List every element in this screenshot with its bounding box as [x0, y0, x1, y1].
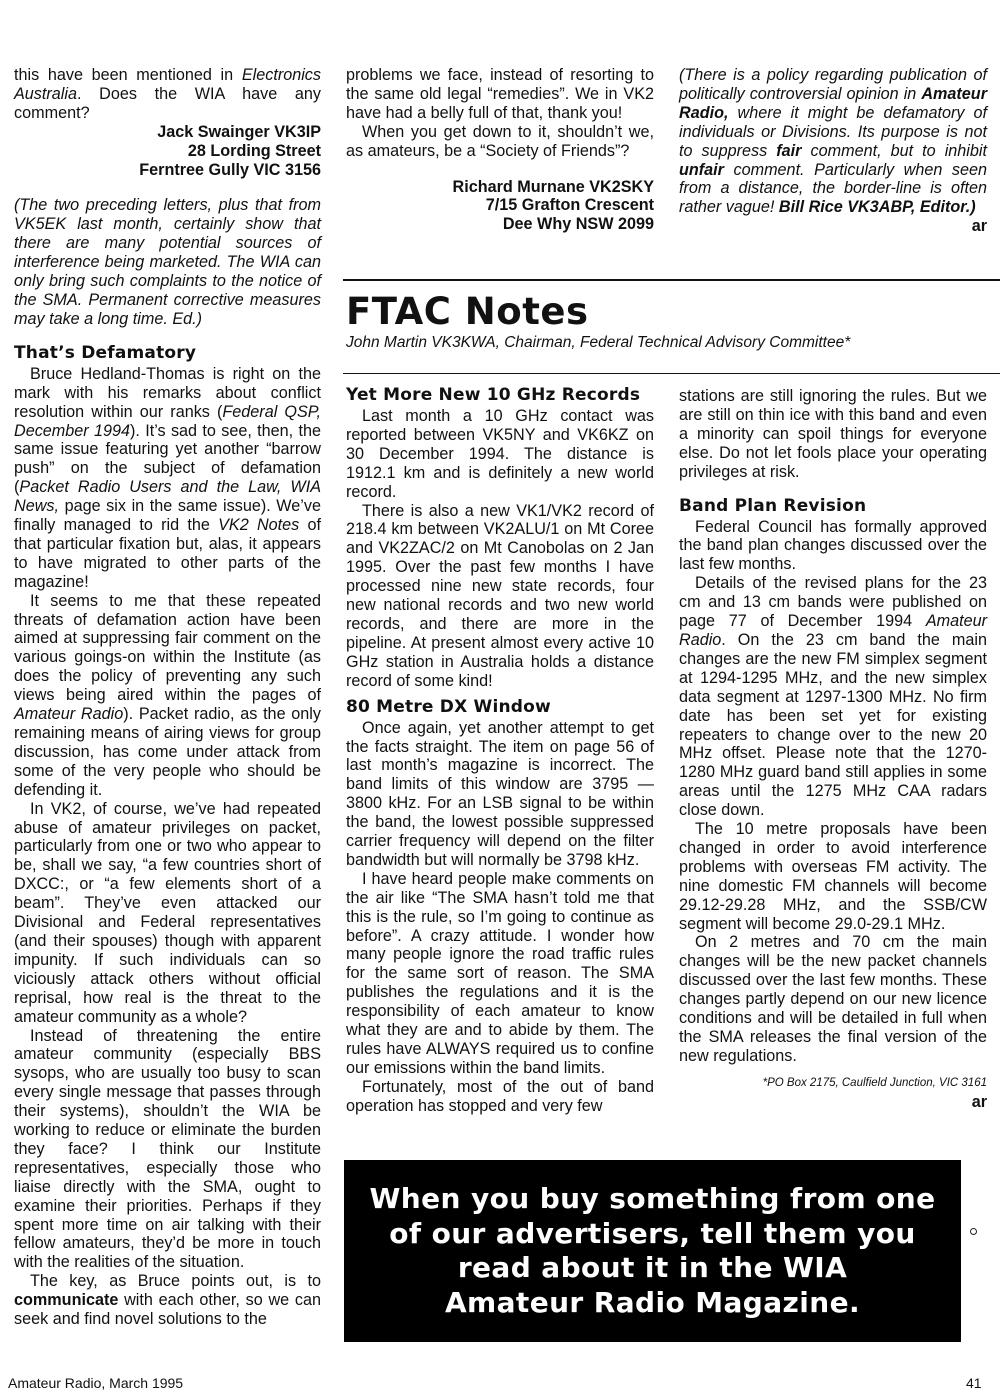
paragraph: In VK2, of course, we’ve had repeated abuse of amateur privileges on packet, particularly from one or two who appear to be, shall we say, “a few countries short of DXCC:, or “a few elements short of a beam”. They’ve even attacked our Divisional and Federal representatives (and their spouses) though with apparent impunity. If such individuals can so viciously attack others without official reprisal, how real is the threat to the amateur community as a whole?: [14, 799, 321, 1026]
end-mark-ar: ar: [971, 1092, 987, 1111]
section-rule-bottom: [343, 373, 1000, 374]
paragraph: I have heard people make comments on the air like “The SMA hasn’t told me that this is the rule, so I’m going to continue as before”. A crazy attitude. I wonder how many people ignore the road traffic rules for the same sort of reason. The SMA publishes the regulations and it is the responsibility of each amateur to know what they are and to abide by them. The rules have ALWAYS required us to confine our emissions within the band limits.: [346, 869, 654, 1077]
heading-band-plan-revision: Band Plan Revision: [679, 495, 867, 516]
paragraph: Bruce Hedland-Thomas is right on the mark with his remarks about conflict resolution within our ranks (Federal QSP, December 1994). It’s sad to see, then, the same issue featuring yet another “barrow push” on the subject of defamation (Packet Radio Users and the Law, WIA News, page six in the same issue). We’ve finally managed to rid the VK2 Notes of that particular fixation but, alas, it appears to have migrated to other parts of the magazine!: [14, 364, 321, 591]
section-byline: John Martin VK3KWA, Chairman, Federal Technical Advisory Committee*: [346, 334, 851, 351]
paragraph: On 2 metres and 70 cm the main changes will be the new packet channels discussed over the last few months. These changes partly depend on our new licence conditions and will be detailed in full when the SMA releases the final version of the new regulations.: [679, 933, 987, 1065]
letter-continuation: this have been mentioned in Electronics Australia. Does the WIA have any comment?: [14, 66, 321, 122]
end-mark-ar: ar: [971, 217, 987, 236]
editor-policy-note: (There is a policy regarding publication of politically controversial opinion in Amateur Radio, where it might be defamatory of individuals or Divisions. Its purpose is not to suppress fair comment, but to inhibit unfair comment. Particularly when seen from a distance, the border-line is often rather vague! Bill Rice VK3ABP, Editor.): [679, 66, 987, 217]
advertiser-notice: When you buy something from one of our advertisers, tell them you read about it in the WIA Amateur Radio Magazine.: [344, 1160, 961, 1342]
editor-note: (The two preceding letters, plus that from VK5EK last month, certainly show that there are many potential sources of interference being marketed. The WIA can only bring such complaints to the notice of the SMA. Permanent corrective measures may take a long time. Ed.): [14, 196, 321, 328]
column-1: [14, 66, 321, 1329]
paragraph: Details of the revised plans for the 23 cm and 13 cm bands were published on page 77 of December 1994 Amateur Radio. On the 23 cm band the main changes are the new FM simplex segment at 1294-1295 MHz, and the new simplex data segment at 1297-1300 MHz. No firm date has been set yet for existing repeaters to change over to the new 20 MHz offset. Please note that the 1270-1280 MHz guard band still applies in some areas until the 1275 MHz CAA radars close down.: [679, 574, 987, 820]
paragraph: The key, as Bruce points out, is to communicate with each other, so we can seek and find novel solutions to the: [14, 1272, 321, 1329]
paragraph: There is also a new VK1/VK2 record of 218.4 km between VK2ALU/1 on Mt Coree and VK2ZAC/2 on Mt Canobolas on 2 Jan 1995. Over the past few months I have processed nine new state records, four new national records and two new world records, and there are more in the pipeline. At present almost every active 10 GHz station in Australia holds a distance record of some kind!: [346, 501, 654, 690]
paragraph: problems we face, instead of resorting to the same old legal “remedies”. We in VK2 have had a belly full of that, thank you!: [346, 66, 654, 122]
heading-10ghz-records: Yet More New 10 GHz Records: [346, 385, 641, 405]
paragraph: Federal Council has formally approved the band plan changes discussed over the last few months.: [679, 517, 987, 574]
paragraph: stations are still ignoring the rules. But we are still on thin ice with this band and even a minority can spoil things for everyone else. Do not let fools place your operating privileges at risk.: [679, 387, 987, 481]
paragraph: It seems to me that these repeated threats of defamation action have been aimed at suppressing fair comment on the various goings-on within the Institute (as does the policy of preventing any such views being aired within the pages of Amateur Radio). Packet radio, as the only remaining means of airing views for group discussion, has come under attack from some of the very people who should be defending it.: [14, 591, 321, 799]
signature-swainger: Jack Swainger VK3IP 28 Lording Street Ferntree Gully VIC 3156: [139, 122, 321, 179]
paragraph: Instead of threatening the entire amateur community (especially BBS sysops, who are usually too busy to scan every single message that passes through their systems), shouldn’t the WIA be working to reduce or eliminate the burden they face? I think our Institute representatives, especially those who liaise directly with the SMA, ought to examine their priorities. Perhaps if they spent more time on air talking with their fellow amateurs, they’d be more in touch with the realities of the situation.: [14, 1026, 321, 1272]
paragraph: Fortunately, most of the out of band operation has stopped and very few: [346, 1077, 654, 1115]
paragraph: Last month a 10 GHz contact was reported between VK5NY and VK6KZ on 30 December 1994. The distance is 1912.1 km and is definitely a new world record.: [346, 407, 654, 501]
signature-murnane: Richard Murnane VK2SKY 7/15 Grafton Crescent Dee Why NSW 2099: [452, 177, 654, 234]
column-2-top: [346, 66, 654, 234]
heading-thats-defamatory: That’s Defamatory: [14, 342, 197, 363]
heading-80m-dx-window: 80 Metre DX Window: [346, 696, 551, 717]
section-rule-top: [343, 279, 1000, 281]
column-2: [346, 381, 654, 1116]
paragraph: When you get down to it, shouldn’t we, as amateurs, be a “Society of Friends”?: [346, 122, 654, 160]
paragraph: The 10 metre proposals have been changed in order to avoid interference problems with overseas FM activity. The nine domestic FM channels will become 29.12-29.28 MHz, and the SSB/CW segment will become 29.0-29.1 MHz.: [679, 820, 987, 933]
footer-publication: Amateur Radio, March 1995: [8, 1375, 184, 1391]
page-number: 41: [966, 1375, 982, 1391]
section-title: FTAC Notes: [346, 290, 589, 333]
bullet-circle-icon: [970, 1228, 977, 1235]
column-3: [679, 387, 987, 1112]
column-3-top: [679, 66, 987, 236]
paragraph: Once again, yet another attempt to get the facts straight. The item on page 56 of last month’s magazine is incorrect. The band limits of this window are 3795 — 3800 kHz. For an LSB signal to be within the band, the lowest possible suppressed carrier frequency will depend on the filter bandwidth but will normally be 3798 kHz.: [346, 718, 654, 869]
footnote-address: *PO Box 2175, Caulfield Junction, VIC 3161: [762, 1076, 987, 1089]
